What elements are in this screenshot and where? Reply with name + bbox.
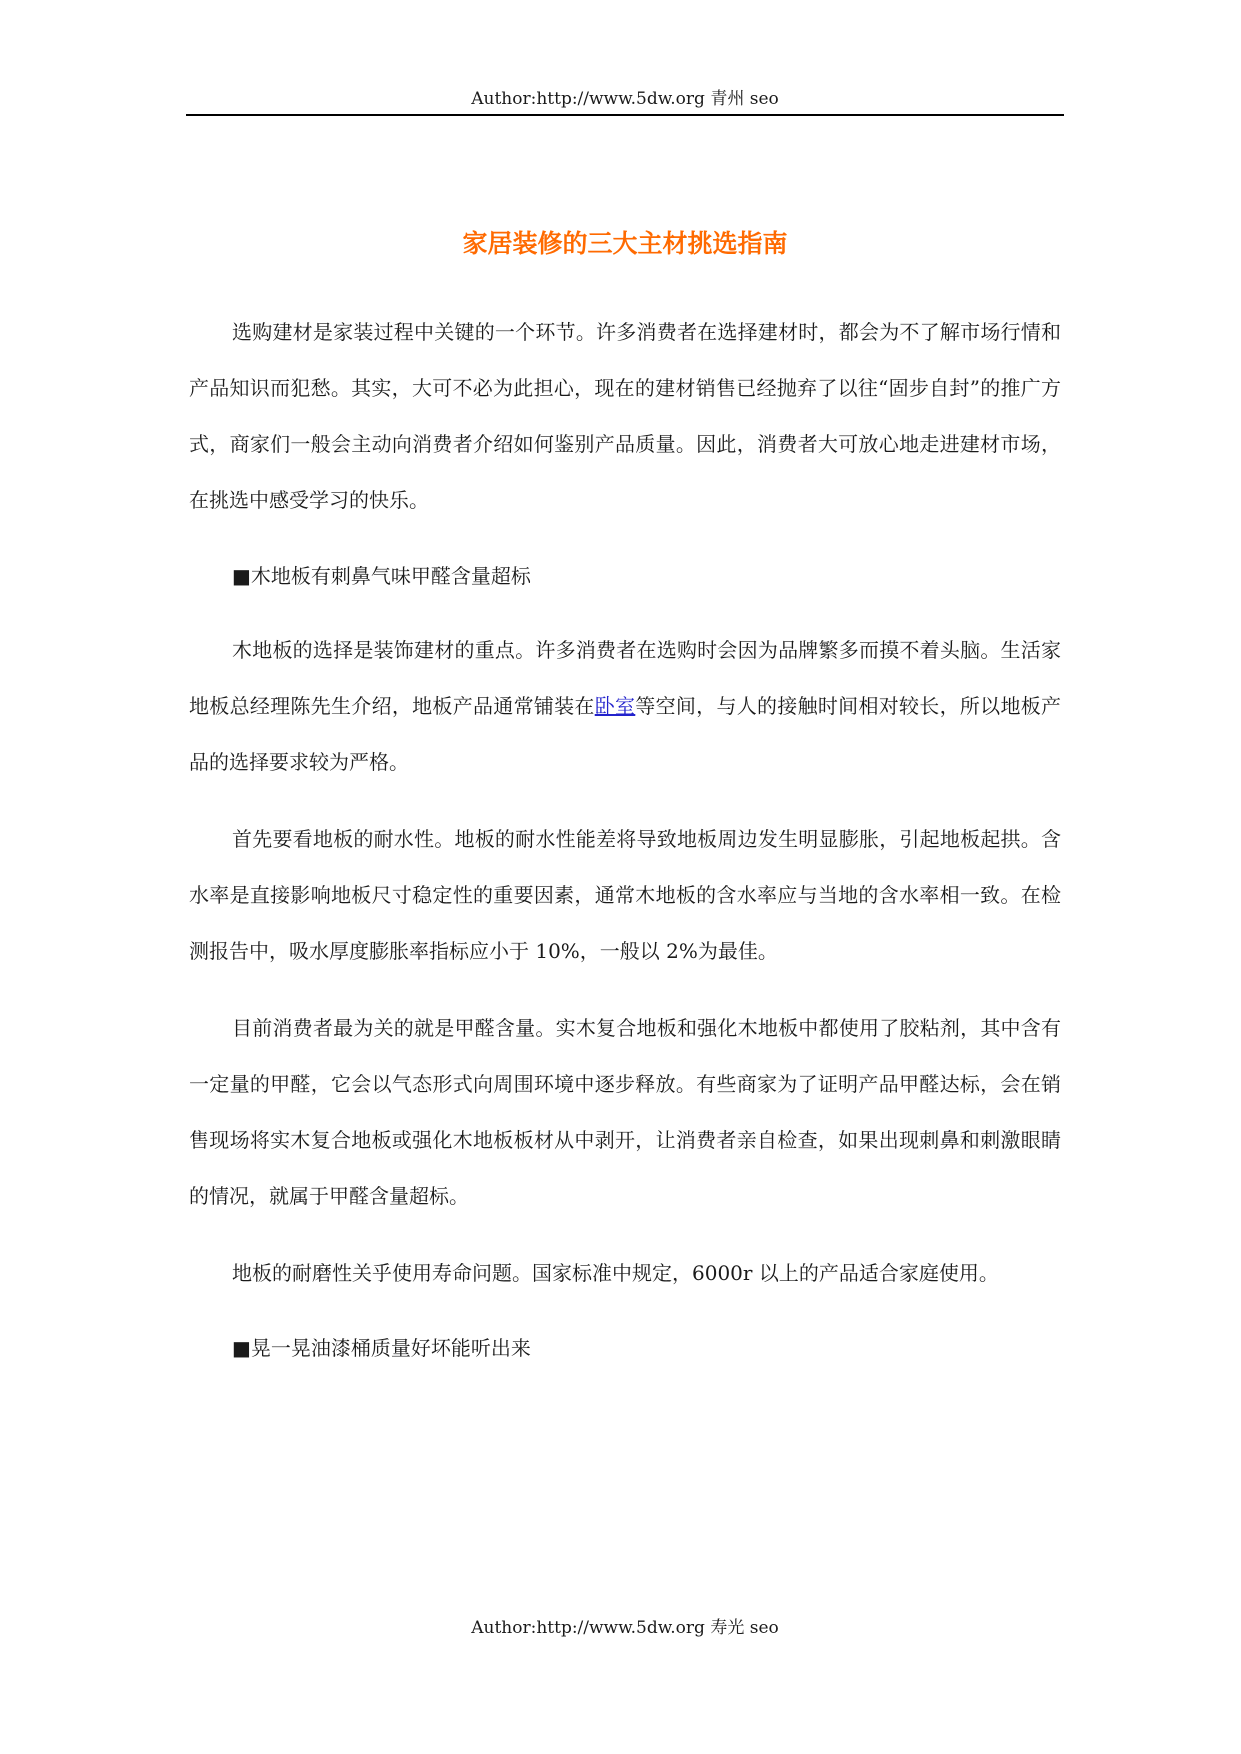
bedroom-link[interactable]: 卧室	[594, 694, 636, 718]
page-footer: Author:http://www.5dw.org 寿光 seo	[471, 1618, 779, 1638]
wood-floor-text-start: 木地板的选择是装饰建材的重点。许多消费者在选购时会因为品牌繁多而摸不着头脑。生活家地板总经理陈先生介绍，地板产品通常铺装在	[189, 638, 1061, 718]
wood-floor-text-end: 等空间，与人的接触时间相对较长，所以地板产品的选择要求较为严格。	[189, 694, 1062, 774]
formaldehyde-paragraph: 目前消费者最为关的就是甲醛含量。实木复合地板和强化木地板中都使用了胶粘剂，其中含有一定量的甲醛，它会以气态形式向周围环境中逐步释放。有些商家为了证明产品甲醛达标，会在销售现场将实木复合地板或强化木地板板材从中剥开，让消费者亲自检查，如果出现刺鼻和刺激眼睛的情况，就属于甲醛含量超标。	[189, 1016, 1061, 1208]
wear-resistance-paragraph: 地板的耐磨性关乎使用寿命问题。国家标准中规定，6000r 以上的产品适合家庭使用。	[232, 1261, 999, 1285]
document-title: 家居装修的三大主材挑选指南	[462, 229, 788, 258]
wood-floor-paragraph	[189, 622, 1061, 790]
water-resistance-paragraph: 首先要看地板的耐水性。地板的耐水性能差将导致地板周边发生明显膨胀，引起地板起拱。含水率是直接影响地板尺寸稳定性的重要因素，通常木地板的含水率应与当地的含水率相一致。在检测报告中，吸水厚度膨胀率指标应小于 10%，一般以 2%为最佳。	[189, 827, 1061, 963]
page-header: Author:http://www.5dw.org 青州 seo	[471, 89, 779, 109]
intro-paragraph: 选购建材是家装过程中关键的一个环节。许多消费者在选择建材时，都会为不了解市场行情和产品知识而犯愁。其实，大可不必为此担心，现在的建材销售已经抛弃了以往“固步自封”的推广方式，商家们一般会主动向消费者介绍如何鉴别产品质量。因此，消费者大可放心地走进建材市场，在挑选中感受学习的快乐。	[189, 320, 1061, 512]
header-divider	[186, 114, 1064, 116]
section-heading-wood-floor: ■木地板有刺鼻气味甲醛含量超标	[232, 564, 531, 588]
section-heading-paint-bucket: ■晃一晃油漆桶质量好坏能听出来	[232, 1336, 531, 1360]
